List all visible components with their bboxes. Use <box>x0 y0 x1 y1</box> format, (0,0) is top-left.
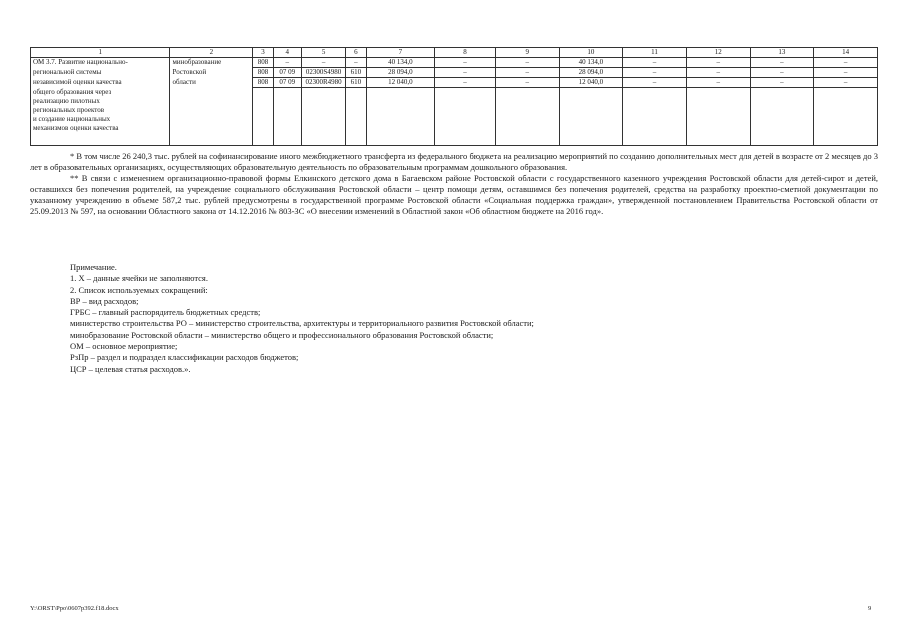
table-cell: 07 09 <box>273 78 301 88</box>
remark-line: 2. Список используемых сокращений: <box>70 284 208 295</box>
table-cell: – <box>623 68 687 78</box>
table-cell <box>346 88 366 146</box>
header-cell: 10 <box>559 48 623 58</box>
header-cell: 5 <box>301 48 345 58</box>
table-cell: – <box>814 68 878 78</box>
remark-line: РзПр – раздел и подраздел классификации расходов бюджетов; <box>70 352 299 363</box>
table-cell: 12 040,0 <box>366 78 435 88</box>
table-cell: – <box>435 58 496 68</box>
header-cell: 8 <box>435 48 496 58</box>
table-row <box>31 88 878 146</box>
table-cell: 808 <box>253 68 273 78</box>
remark-line: ЦСР – целевая статья расходов.». <box>70 363 191 374</box>
table-cell: – <box>750 68 814 78</box>
table-cell <box>273 88 301 146</box>
table-header-row <box>31 48 878 58</box>
table-cell: 40 134,0 <box>559 58 623 68</box>
table-cell: 40 134,0 <box>366 58 435 68</box>
header-cell: 3 <box>253 48 273 58</box>
table-cell <box>686 88 750 146</box>
budget-table <box>30 47 878 146</box>
footnotes <box>30 151 878 217</box>
table-cell: Ростовской <box>170 68 253 78</box>
remark-line: ОМ – основное мероприятие; <box>70 341 178 352</box>
table-cell: – <box>435 68 496 78</box>
header-cell: 12 <box>686 48 750 58</box>
header-cell: 14 <box>814 48 878 58</box>
table-cell: 12 040,0 <box>559 78 623 88</box>
footer-file-path: Y:\ORST\Ppo\0607p392.f18.docx <box>30 605 119 612</box>
continuation-line: общего образования через <box>33 87 112 96</box>
table-cell: независимой оценки качества <box>31 78 170 88</box>
footnote-double-asterisk: ** В связи с изменением организационно-правовой формы Елкинского детского дома в Багаевском районе Ростовской области с государственного казенного учреждения Ростовской области для детей-сирот и детей, оставшихся без попечения родителей, на учреждение социального обслуживания Ростовской области – центр помощи детям, оставшимся без попечения родителей, средства на разработку проектно-сметной документации по указанному учреждению в объеме 587,2 тыс. рублей предусмотрены в государственной программе Ростовской области «Социальная поддержка граждан», утвержденной постановлением Правительства Ростовской области от 25.09.2013 № 597, на основании Областного закона от 14.12.2016 № 803-ЗС «О внесении изменений в Областной закон «Об областном бюджете на 2016 год». <box>30 173 878 216</box>
table-cell <box>253 88 273 146</box>
table-cell: – <box>346 58 366 68</box>
table-cell: – <box>686 78 750 88</box>
continuation-line: региональных проектов <box>33 105 105 114</box>
table-cell: – <box>814 78 878 88</box>
continuation-line: реализацию пилотных <box>33 96 100 105</box>
table-cell: 610 <box>346 68 366 78</box>
table-cell <box>559 88 623 146</box>
table-cell <box>435 88 496 146</box>
header-cell: 1 <box>31 48 170 58</box>
remark-line: ВР – вид расходов; <box>70 295 139 306</box>
table-row <box>31 78 878 88</box>
table-cell: – <box>623 78 687 88</box>
table-cell <box>623 88 687 146</box>
table-row <box>31 58 878 68</box>
table-cell: – <box>686 58 750 68</box>
table-cell <box>366 88 435 146</box>
page-number: 9 <box>868 605 872 612</box>
table-cell: 07 09 <box>273 68 301 78</box>
header-cell: 9 <box>495 48 559 58</box>
remark-line: ГРБС – главный распорядитель бюджетных средств; <box>70 307 261 318</box>
table-cell: 610 <box>346 78 366 88</box>
table-cell <box>814 88 878 146</box>
table-cell: – <box>301 58 345 68</box>
table-cell: 28 094,0 <box>559 68 623 78</box>
header-cell: 7 <box>366 48 435 58</box>
table-cell <box>750 88 814 146</box>
table-cell: 02300S4980 <box>301 68 345 78</box>
table-cell: области <box>170 78 253 88</box>
table-cell <box>301 88 345 146</box>
table-cell: – <box>750 78 814 88</box>
header-cell: 4 <box>273 48 301 58</box>
table-cell-continuation <box>31 88 170 146</box>
table-row <box>31 68 878 78</box>
table-cell: ОМ 3.7. Развитие национально- <box>31 58 170 68</box>
continuation-line: механизмов оценки качества <box>33 123 119 132</box>
remark-line: министерство строительства РО – министерство строительства, архитектуры и территориального развития Ростовской области; <box>70 318 534 329</box>
continuation-line: и создание национальных <box>33 114 111 123</box>
table-cell: – <box>623 58 687 68</box>
remark-line: минобразование Ростовской области – министерство общего и профессионального образования Ростовской области; <box>70 329 494 340</box>
table-cell: – <box>495 68 559 78</box>
table-cell: – <box>814 58 878 68</box>
table-cell <box>495 88 559 146</box>
table-cell: – <box>273 58 301 68</box>
table-cell: минобразование <box>170 58 253 68</box>
table-cell: 28 094,0 <box>366 68 435 78</box>
table-cell: 02300R4980 <box>301 78 345 88</box>
table-cell: – <box>495 58 559 68</box>
remarks-title: Примечание. <box>70 262 117 272</box>
header-cell: 11 <box>623 48 687 58</box>
table-cell: – <box>686 68 750 78</box>
footnote-single-asterisk: * В том числе 26 240,3 тыс. рублей на софинансирование иного межбюджетного трансферта из федерального бюджета на реализацию мероприятий по созданию дополнительных мест для детей в возрасте от 2 месяцев до 3 лет в образовательных организациях, осуществляющих образовательную деятельность по образовательным программам дошкольного образования. <box>30 151 878 172</box>
table-cell: – <box>435 78 496 88</box>
header-cell: 2 <box>170 48 253 58</box>
table-cell: региональной системы <box>31 68 170 78</box>
header-cell: 13 <box>750 48 814 58</box>
table-cell: 808 <box>253 78 273 88</box>
remarks-section <box>70 262 870 375</box>
header-cell: 6 <box>346 48 366 58</box>
remark-line: 1. Х – данные ячейки не заполняются. <box>70 273 208 284</box>
table-cell: – <box>495 78 559 88</box>
table-cell: 808 <box>253 58 273 68</box>
table-cell <box>170 88 253 146</box>
table-cell: – <box>750 58 814 68</box>
